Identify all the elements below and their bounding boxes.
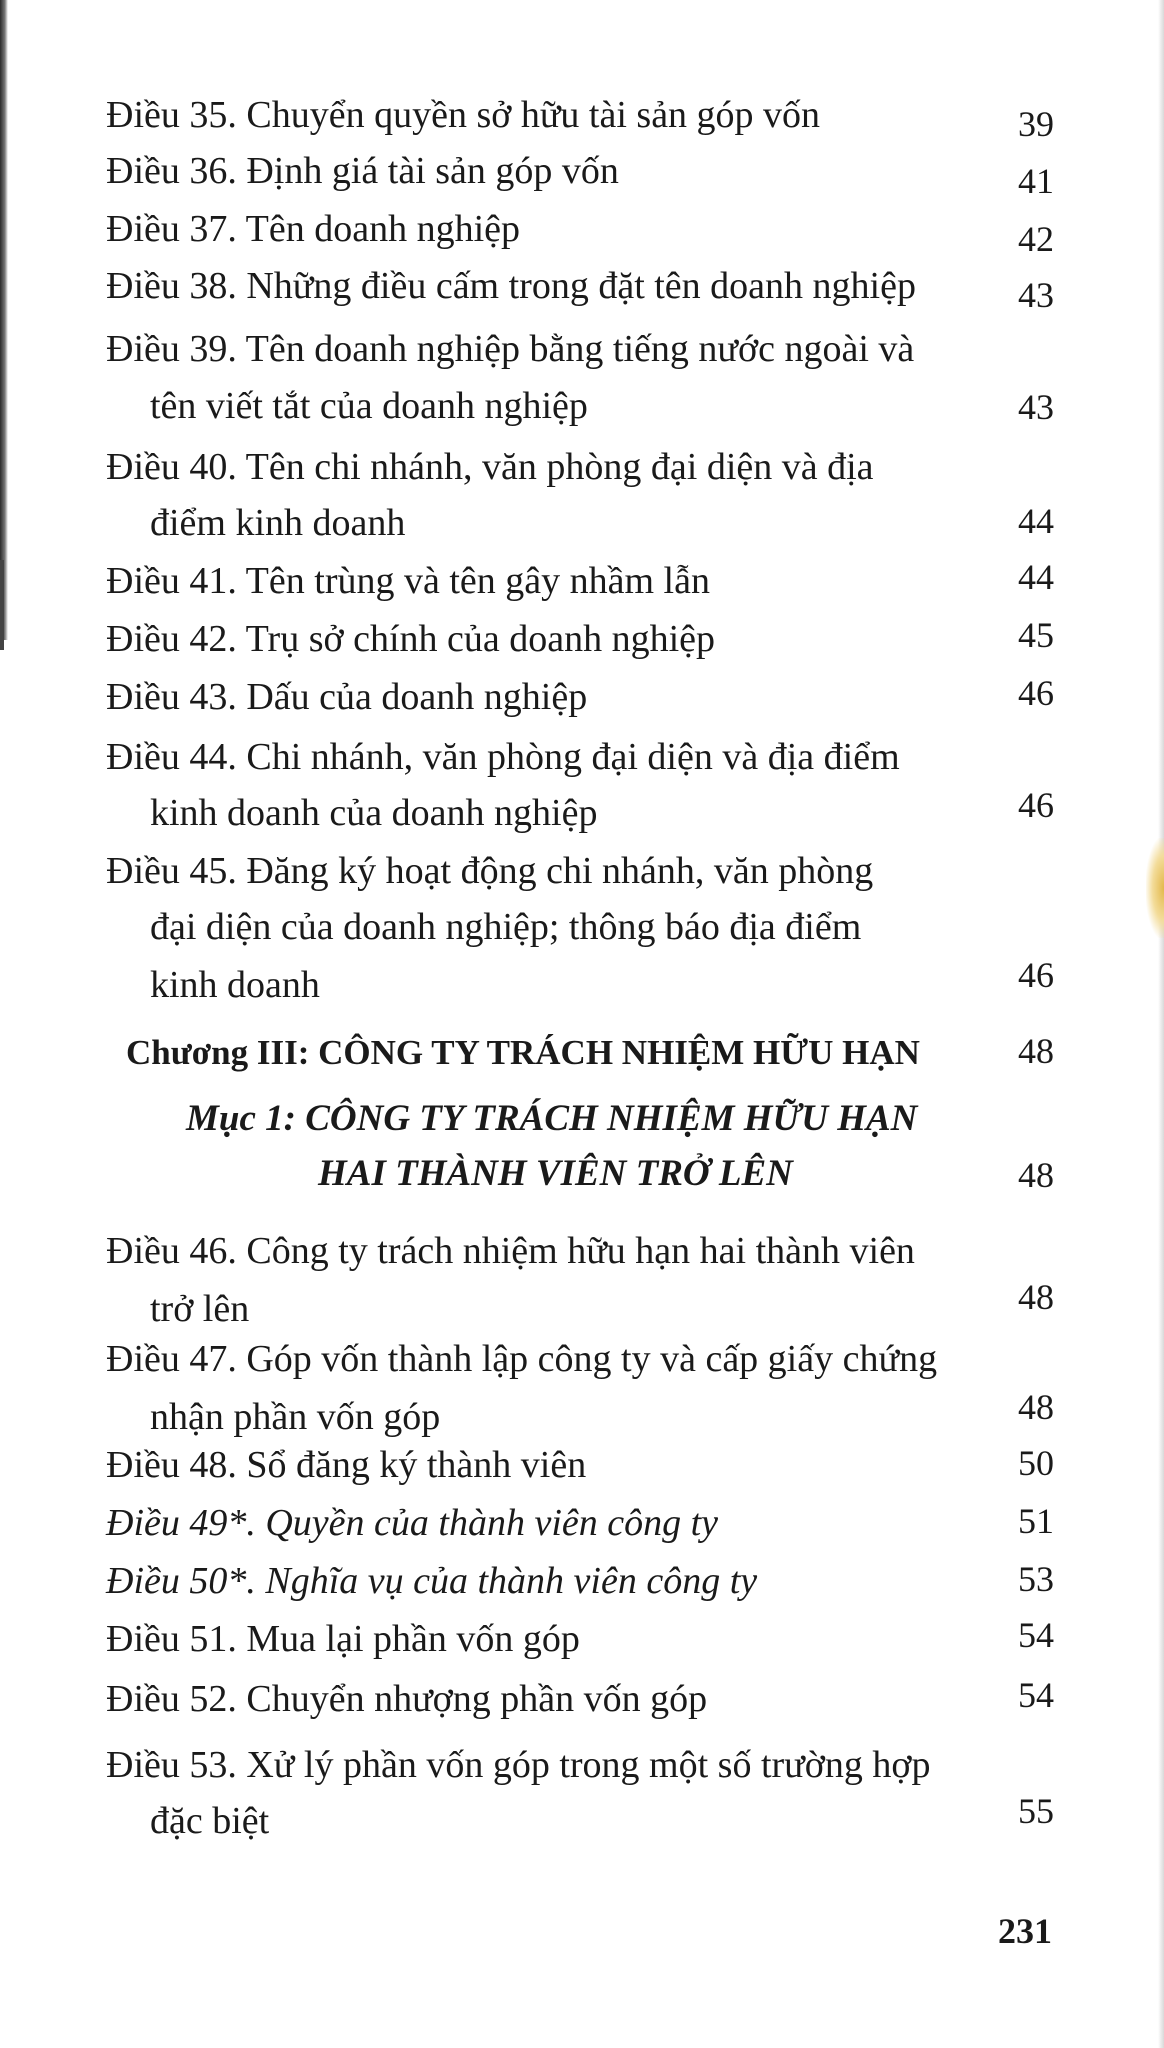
toc-entry-45: Điều 45. Đăng ký hoạt động chi nhánh, văn phòng bbox=[106, 850, 874, 892]
toc-entry-51: Điều 51. Mua lại phần vốn góp bbox=[106, 1618, 580, 1660]
toc-page-46: 48 bbox=[1018, 1277, 1054, 1317]
toc-page-51: 54 bbox=[1018, 1615, 1054, 1655]
chapter-page: 48 bbox=[1018, 1031, 1054, 1071]
toc-entry-52: Điều 52. Chuyển nhượng phần vốn góp bbox=[106, 1678, 708, 1720]
toc-page-37: 42 bbox=[1018, 219, 1054, 259]
toc-entry-48: Điều 48. Sổ đăng ký thành viên bbox=[106, 1444, 587, 1486]
toc-entry-39-cont: tên viết tắt của doanh nghiệp bbox=[150, 385, 588, 427]
toc-page-40: 44 bbox=[1018, 501, 1054, 541]
toc-entry-47-cont: nhận phần vốn góp bbox=[150, 1396, 441, 1438]
toc-entry-53: Điều 53. Xử lý phần vốn góp trong một số trường hợp bbox=[106, 1744, 931, 1786]
toc-page-39: 43 bbox=[1018, 387, 1054, 427]
section-heading-line2: HAI THÀNH VIÊN TRỞ LÊN bbox=[318, 1153, 793, 1194]
toc-entry-44-cont: kinh doanh của doanh nghiệp bbox=[150, 792, 598, 834]
toc-entry-40-cont: điểm kinh doanh bbox=[150, 502, 406, 544]
toc-entry-39: Điều 39. Tên doanh nghiệp bằng tiếng nước ngoài và bbox=[106, 328, 915, 370]
toc-page-47: 48 bbox=[1018, 1387, 1054, 1427]
toc-entry-50: Điều 50*. Nghĩa vụ của thành viên công ty bbox=[106, 1560, 758, 1602]
toc-entry-49: Điều 49*. Quyền của thành viên công ty bbox=[106, 1502, 719, 1544]
toc-page-44: 46 bbox=[1018, 785, 1054, 825]
toc-entry-37: Điều 37. Tên doanh nghiệp bbox=[106, 208, 521, 250]
toc-entry-46: Điều 46. Công ty trách nhiệm hữu hạn hai thành viên bbox=[106, 1230, 915, 1272]
toc-entry-45-cont2: kinh doanh bbox=[150, 964, 320, 1006]
toc-page-45: 46 bbox=[1018, 955, 1054, 995]
toc-page-41: 44 bbox=[1018, 557, 1054, 597]
toc-entry-38: Điều 38. Những điều cấm trong đặt tên doanh nghiệp bbox=[106, 265, 916, 307]
toc-entry-42: Điều 42. Trụ sở chính của doanh nghiệp bbox=[106, 618, 716, 660]
toc-entry-44: Điều 44. Chi nhánh, văn phòng đại diện và địa điểm bbox=[106, 736, 900, 778]
toc-entry-41: Điều 41. Tên trùng và tên gây nhầm lẫn bbox=[106, 560, 710, 602]
toc-entry-45-cont: đại diện của doanh nghiệp; thông báo địa điểm bbox=[150, 906, 862, 948]
toc-page-35: 39 bbox=[1018, 104, 1054, 144]
section-heading-line1: Mục 1: CÔNG TY TRÁCH NHIỆM HỮU HẠN bbox=[186, 1098, 918, 1139]
toc-entry-46-cont: trở lên bbox=[150, 1288, 250, 1330]
toc-entry-53-cont: đặc biệt bbox=[150, 1800, 270, 1842]
toc-entry-43: Điều 43. Dấu của doanh nghiệp bbox=[106, 676, 588, 718]
toc-page-50: 53 bbox=[1018, 1559, 1054, 1599]
toc-entry-47: Điều 47. Góp vốn thành lập công ty và cấp giấy chứng bbox=[106, 1338, 938, 1380]
toc-entry-40: Điều 40. Tên chi nhánh, văn phòng đại diện và địa bbox=[106, 446, 874, 488]
section-page: 48 bbox=[1018, 1155, 1054, 1195]
chapter-heading: Chương III: CÔNG TY TRÁCH NHIỆM HỮU HẠN bbox=[126, 1033, 920, 1072]
toc-entry-36: Điều 36. Định giá tài sản góp vốn bbox=[106, 150, 619, 192]
toc-entry-35: Điều 35. Chuyển quyền sở hữu tài sản góp vốn bbox=[106, 94, 821, 136]
toc-page-48: 50 bbox=[1018, 1443, 1054, 1483]
toc-page-43: 46 bbox=[1018, 673, 1054, 713]
toc-page-52: 54 bbox=[1018, 1675, 1054, 1715]
toc-page-53: 55 bbox=[1018, 1791, 1054, 1831]
toc-page-36: 41 bbox=[1018, 161, 1054, 201]
toc-page-42: 45 bbox=[1018, 615, 1054, 655]
toc-page-38: 43 bbox=[1018, 275, 1054, 315]
page-number: 231 bbox=[998, 1911, 1052, 1951]
toc-page-49: 51 bbox=[1018, 1501, 1054, 1541]
